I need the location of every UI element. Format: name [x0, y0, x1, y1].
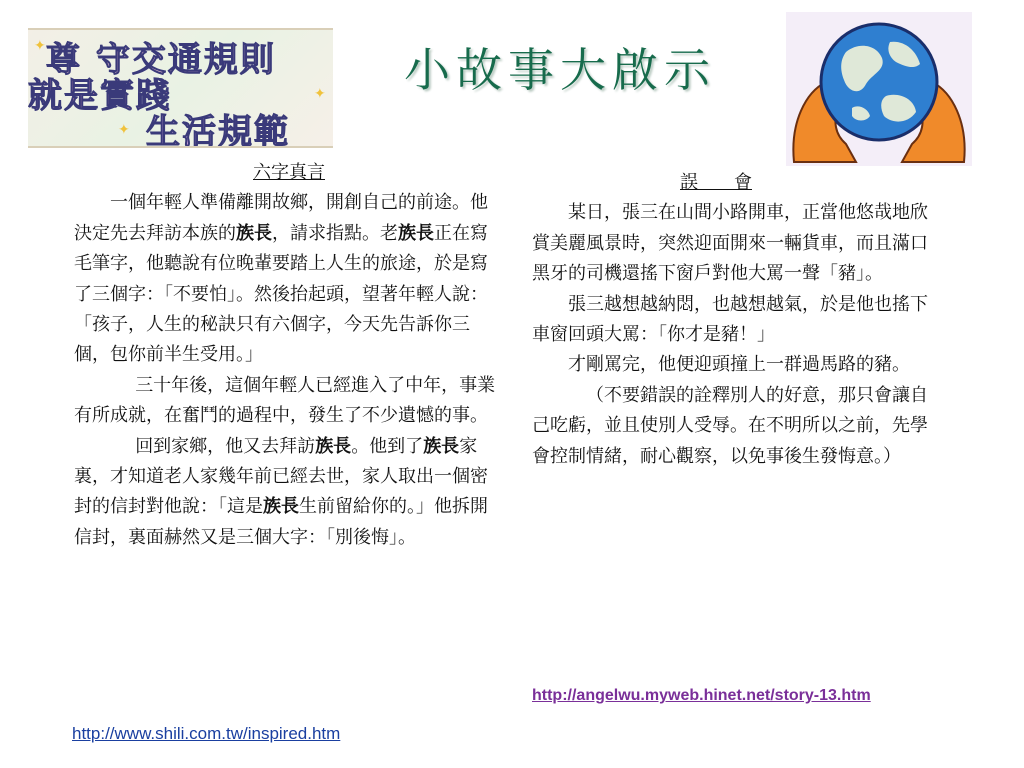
- right-paragraph-1: 某日，張三在山間小路開車，正當他悠哉地欣賞美麗風景時，突然迎面開來一輛貨車，而且滿口黑牙的司機還搖下窗戶對他大罵一聲「豬」。: [532, 202, 928, 285]
- text-run: 正在寫毛筆字，他聽說有位晚輩要踏上人生的旅途，於是寫了三個字：「不要怕」。然後抬起頭，望著年輕人說：「孩子，人生的秘訣只有六個字，今天先告訴你三個，包你前半生受用。」: [74, 222, 488, 366]
- page-title: 小故事大啟示: [404, 43, 716, 97]
- left-paragraph-2: 三十年後，這個年輕人已經進入了中年，事業有所成就，在奮鬥的過程中，發生了不少遺憾的事。: [74, 374, 496, 427]
- text-run: ，請求指點。老: [272, 222, 398, 244]
- left-paragraph-1: [74, 188, 504, 370]
- keyword-chief: 族長: [263, 496, 299, 518]
- right-story: [532, 168, 942, 472]
- sparkle-icon: ✦: [314, 86, 326, 102]
- text-run: 家裏，才知道老人家幾年前已經去世，家人取出一個密封的信封對他說：「這是: [74, 435, 488, 518]
- right-paragraph-4: （不要錯誤的詮釋別人的好意，那只會讓自己吃虧，並且使別人受辱。在不明所以之前，先學會控制情緒，耐心觀察，以免事後生發悔意。）: [532, 384, 928, 467]
- banner-line-2: 就是實踐: [28, 76, 172, 116]
- banner-line-1: 尊 守交通規則: [46, 40, 276, 80]
- right-story-heading: [532, 168, 942, 198]
- text-run: 回到家鄉，他又去拜訪: [135, 435, 316, 457]
- right-heading-text: 誤 會: [680, 172, 752, 193]
- source-link-right[interactable]: http://angelwu.myweb.hinet.net/story-13.htm: [532, 687, 871, 704]
- keyword-chief: 族長: [315, 435, 352, 457]
- sparkle-icon: ✦: [34, 38, 46, 54]
- globe-in-hands-icon: [786, 12, 972, 166]
- banner-line-3: 生活規範: [146, 112, 290, 148]
- text-run: 。他到了: [351, 435, 424, 457]
- text-run: 一個年輕人準備離開故鄉，開創自己的前途。他決定先去拜訪本族的: [74, 192, 488, 244]
- left-story: [74, 158, 504, 553]
- left-story-heading: [74, 158, 504, 188]
- right-paragraph-2: 張三越想越納悶，也越想越氣，於是他也搖下車窗回頭大罵：「你才是豬！」: [532, 293, 928, 346]
- source-link-left[interactable]: http://www.shili.com.tw/inspired.htm: [72, 724, 341, 743]
- left-paragraph-3: [74, 432, 504, 554]
- keyword-chief: 族長: [236, 222, 272, 244]
- left-heading-text: 六字真言: [253, 162, 325, 183]
- globe-in-hands-graphic: [786, 12, 972, 166]
- right-paragraph-3: 才剛罵完，他便迎頭撞上一群過馬路的豬。: [568, 354, 910, 376]
- keyword-chief: 族長: [398, 222, 434, 244]
- keyword-chief: 族長: [423, 435, 460, 457]
- text-run: 生前留給你的。」他拆開信封，裏面赫然又是三個大字：「別後悔」。: [74, 496, 488, 548]
- sparkle-icon: ✦: [118, 122, 130, 138]
- banner-image: [28, 28, 333, 148]
